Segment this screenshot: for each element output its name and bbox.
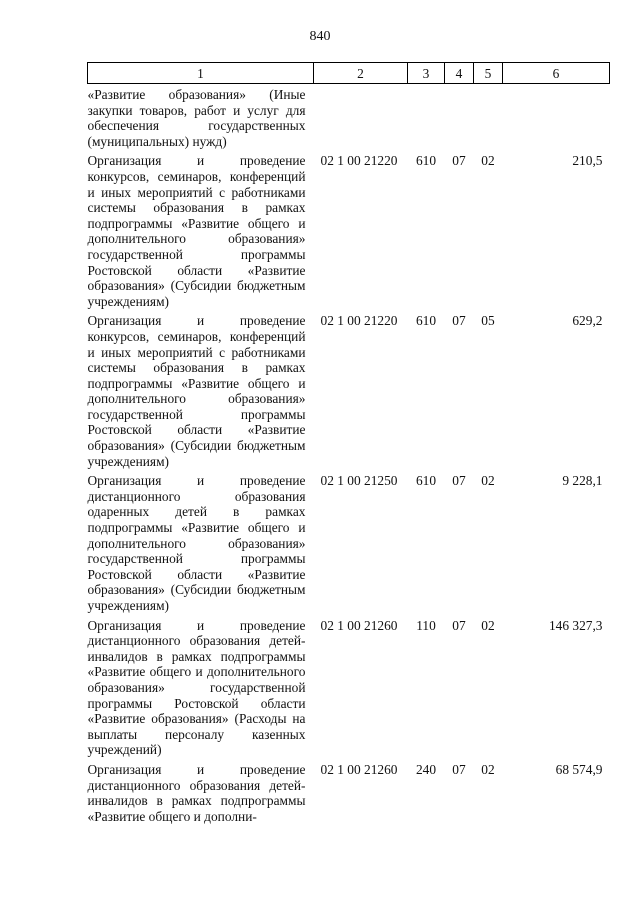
table-row [88,149,610,309]
row-col-3: 610 [415,313,437,329]
row-description: Организация и проведение дистанционного образования детей-инвалидов в рамках подпрограммы «Развитие общего и дополни- [87,761,306,824]
table-row [88,614,610,758]
row-description: «Развитие образования» (Иные закупки товаров, работ и услуг для обеспечения государственных (муниципальных) нужд) [87,87,306,149]
row-col-4 [445,84,474,150]
row-col-5: 05 [481,313,495,329]
table-row [88,758,610,824]
row-code: 02 1 00 21220 [320,153,398,169]
row-col-4: 07 [452,313,466,329]
row-col-5: 02 [481,617,495,633]
row-amount: 210,5 [572,153,603,169]
header-col-6: 6 [503,63,610,84]
row-description: Организация и проведение дистанционного образования детей-инвалидов в рамках подпрограммы «Развитие общего и дополнительного образования» государственной программы Ростовской области «Развитие образования» (Расходы на выплаты персоналу казенных учреждений) [87,617,306,758]
header-col-2: 2 [314,63,408,84]
row-amount: 68 574,9 [555,761,603,777]
header-col-5: 5 [474,63,503,84]
row-col-4: 07 [452,153,466,169]
row-col-4: 07 [452,473,466,489]
table-row [88,469,610,613]
header-col-4: 4 [445,63,474,84]
row-code: 02 1 00 21220 [320,313,398,329]
row-col-3: 610 [415,473,437,489]
page-number: 840 [309,29,331,44]
header-col-1: 1 [88,63,314,84]
table-row [88,84,610,150]
row-col-5: 02 [481,761,495,777]
row-col-3 [408,84,445,150]
row-amount: 629,2 [572,313,603,329]
row-col-5: 02 [481,153,495,169]
table-row [88,309,610,469]
row-code [314,84,408,150]
row-amount: 9 228,1 [562,473,603,489]
row-amount: 146 327,3 [548,617,603,633]
budget-table [87,62,610,824]
row-code: 02 1 00 21260 [320,761,398,777]
row-col-5: 02 [481,473,495,489]
row-col-4: 07 [452,761,466,777]
row-col-4: 07 [452,617,466,633]
row-col-3: 610 [415,153,437,169]
row-description: Организация и проведение конкурсов, семинаров, конференций и иных мероприятий с работниками системы образования в рамках подпрограммы «Развитие общего и дополнительного образования» государственной программы Ростовской области «Развитие образования» (Субсидии бюджетным учреждениям) [87,153,306,309]
row-description: Организация и проведение конкурсов, семинаров, конференций и иных мероприятий с работниками системы образования в рамках подпрограммы «Развитие общего и дополнительного образования» государственной программы Ростовской области «Развитие образования» (Субсидии бюджетным учреждениям) [87,313,306,469]
header-col-3: 3 [408,63,445,84]
row-description: Организация и проведение дистанционного образования одаренных детей в рамках подпрограммы «Развитие общего и дополнительного образования» государственной программы Ростовской области «Развитие образования» (Субсидии бюджетным учреждениям) [87,473,306,613]
row-code: 02 1 00 21260 [320,617,398,633]
row-code: 02 1 00 21250 [320,473,398,489]
row-amount [503,84,610,150]
row-col-3: 240 [415,761,437,777]
row-col-5 [474,84,503,150]
header-row [88,63,610,84]
row-col-3: 110 [416,617,436,633]
